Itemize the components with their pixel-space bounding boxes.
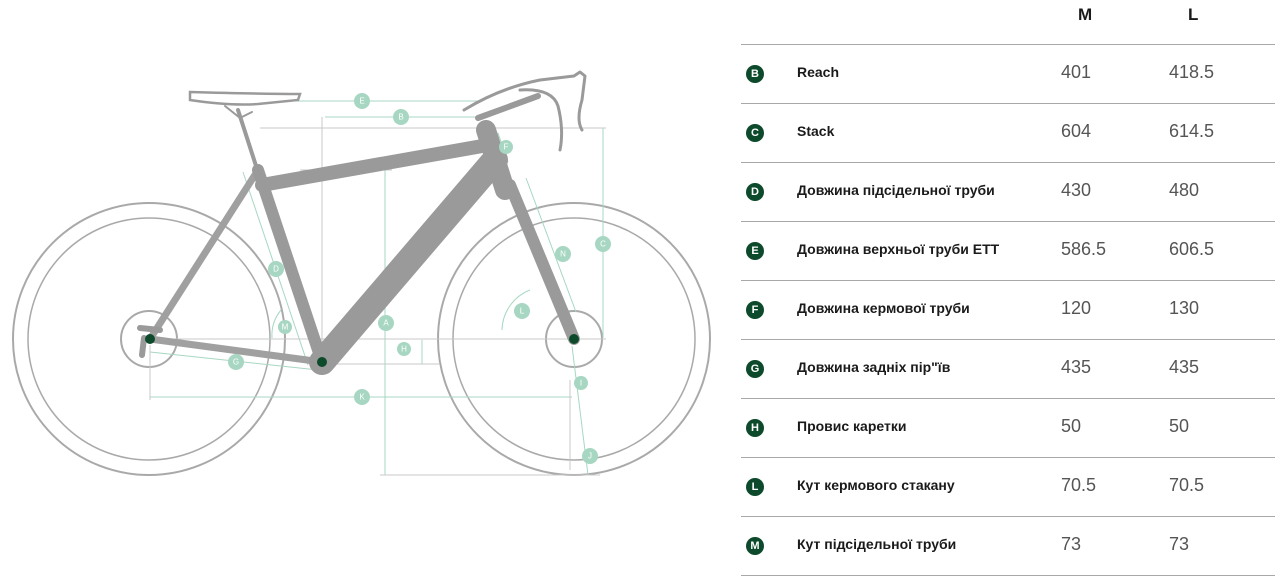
bike-frame [140, 130, 574, 362]
value-m: 120 [1061, 298, 1092, 318]
value-m: 430 [1061, 180, 1092, 200]
dim-marker-d [268, 261, 284, 277]
value-l: 130 [1169, 298, 1200, 318]
value-m: 50 [1061, 416, 1082, 436]
row-label: Довжина верхньої труби ETT [797, 241, 1000, 257]
dim-marker-g [228, 354, 244, 370]
dimension-badge: B [746, 65, 764, 83]
row-label: Кут кермового стакану [797, 477, 955, 493]
value-m: 401 [1061, 62, 1092, 82]
svg-text:N: N [560, 249, 566, 259]
value-m: 73 [1061, 534, 1082, 554]
seatpost-saddle [190, 92, 300, 172]
value-m: 70.5 [1061, 475, 1097, 495]
svg-text:I: I [579, 378, 583, 388]
row-label: Кут підсідельної труби [797, 536, 957, 552]
dim-marker-c [595, 236, 611, 252]
row-label: Довжина задніх пір"їв [797, 359, 951, 375]
dim-marker-j [582, 448, 598, 464]
table-row-top-tube-ett [741, 222, 1275, 281]
front-axle-dot [569, 334, 579, 344]
svg-text:D: D [273, 264, 279, 274]
value-l: 480 [1169, 180, 1200, 200]
svg-text:E: E [359, 96, 365, 106]
table-row-head-angle [741, 458, 1275, 517]
dim-marker-k [354, 389, 370, 405]
dim-marker-h [397, 342, 411, 356]
bottom-bracket-dot [317, 357, 327, 367]
dim-marker-i [574, 376, 588, 390]
dimension-badge: C [746, 124, 764, 142]
table-row-reach [741, 45, 1275, 104]
svg-text:A: A [383, 318, 389, 328]
dimension-badge: F [746, 301, 764, 319]
value-m: 586.5 [1061, 239, 1107, 259]
svg-text:J: J [588, 451, 592, 461]
value-l: 418.5 [1169, 62, 1215, 82]
svg-text:L: L [519, 306, 525, 316]
column-header-m: M [1078, 5, 1093, 24]
table-row-seat-angle [741, 517, 1275, 576]
svg-text:F: F [503, 142, 509, 152]
dim-marker-l [514, 303, 530, 319]
dim-marker-e [354, 93, 370, 109]
row-label: Довжина кермової труби [797, 300, 970, 316]
value-l: 614.5 [1169, 121, 1215, 141]
svg-text:C: C [600, 239, 606, 249]
dimension-badge: G [746, 360, 764, 378]
row-label: Провис каретки [797, 418, 907, 434]
dimension-badge: E [746, 242, 764, 260]
value-l: 435 [1169, 357, 1200, 377]
value-l: 50 [1169, 416, 1190, 436]
column-header-l: L [1188, 5, 1199, 24]
value-l: 70.5 [1169, 475, 1205, 495]
dimension-badge: D [746, 183, 764, 201]
table-row-seat-tube-length [741, 163, 1275, 222]
rear-axle-dot [145, 334, 155, 344]
dimension-badge: L [746, 478, 764, 496]
row-label: Довжина підсідельної труби [797, 182, 995, 198]
value-m: 604 [1061, 121, 1092, 141]
svg-text:H: H [401, 344, 407, 354]
geometry-table [741, 0, 1275, 576]
dim-marker-a [378, 315, 394, 331]
svg-text:K: K [359, 392, 365, 402]
dimension-badge: M [746, 537, 764, 555]
value-m: 435 [1061, 357, 1092, 377]
table-header [741, 0, 1275, 45]
row-label: Stack [797, 123, 835, 139]
table-row-bb-drop [741, 399, 1275, 458]
dim-marker-f [499, 140, 513, 154]
svg-text:G: G [232, 357, 240, 367]
dim-marker-m [278, 320, 292, 334]
table-row-stack [741, 104, 1275, 163]
table-row-chainstay-length [741, 340, 1275, 399]
dimension-badge: H [746, 419, 764, 437]
value-l: 606.5 [1169, 239, 1215, 259]
value-l: 73 [1169, 534, 1190, 554]
svg-text:M: M [281, 322, 289, 332]
dim-marker-n [555, 246, 571, 262]
row-label: Reach [797, 64, 840, 80]
dim-marker-b [393, 109, 409, 125]
table-row-head-tube-length [741, 281, 1275, 340]
svg-text:B: B [398, 112, 404, 122]
